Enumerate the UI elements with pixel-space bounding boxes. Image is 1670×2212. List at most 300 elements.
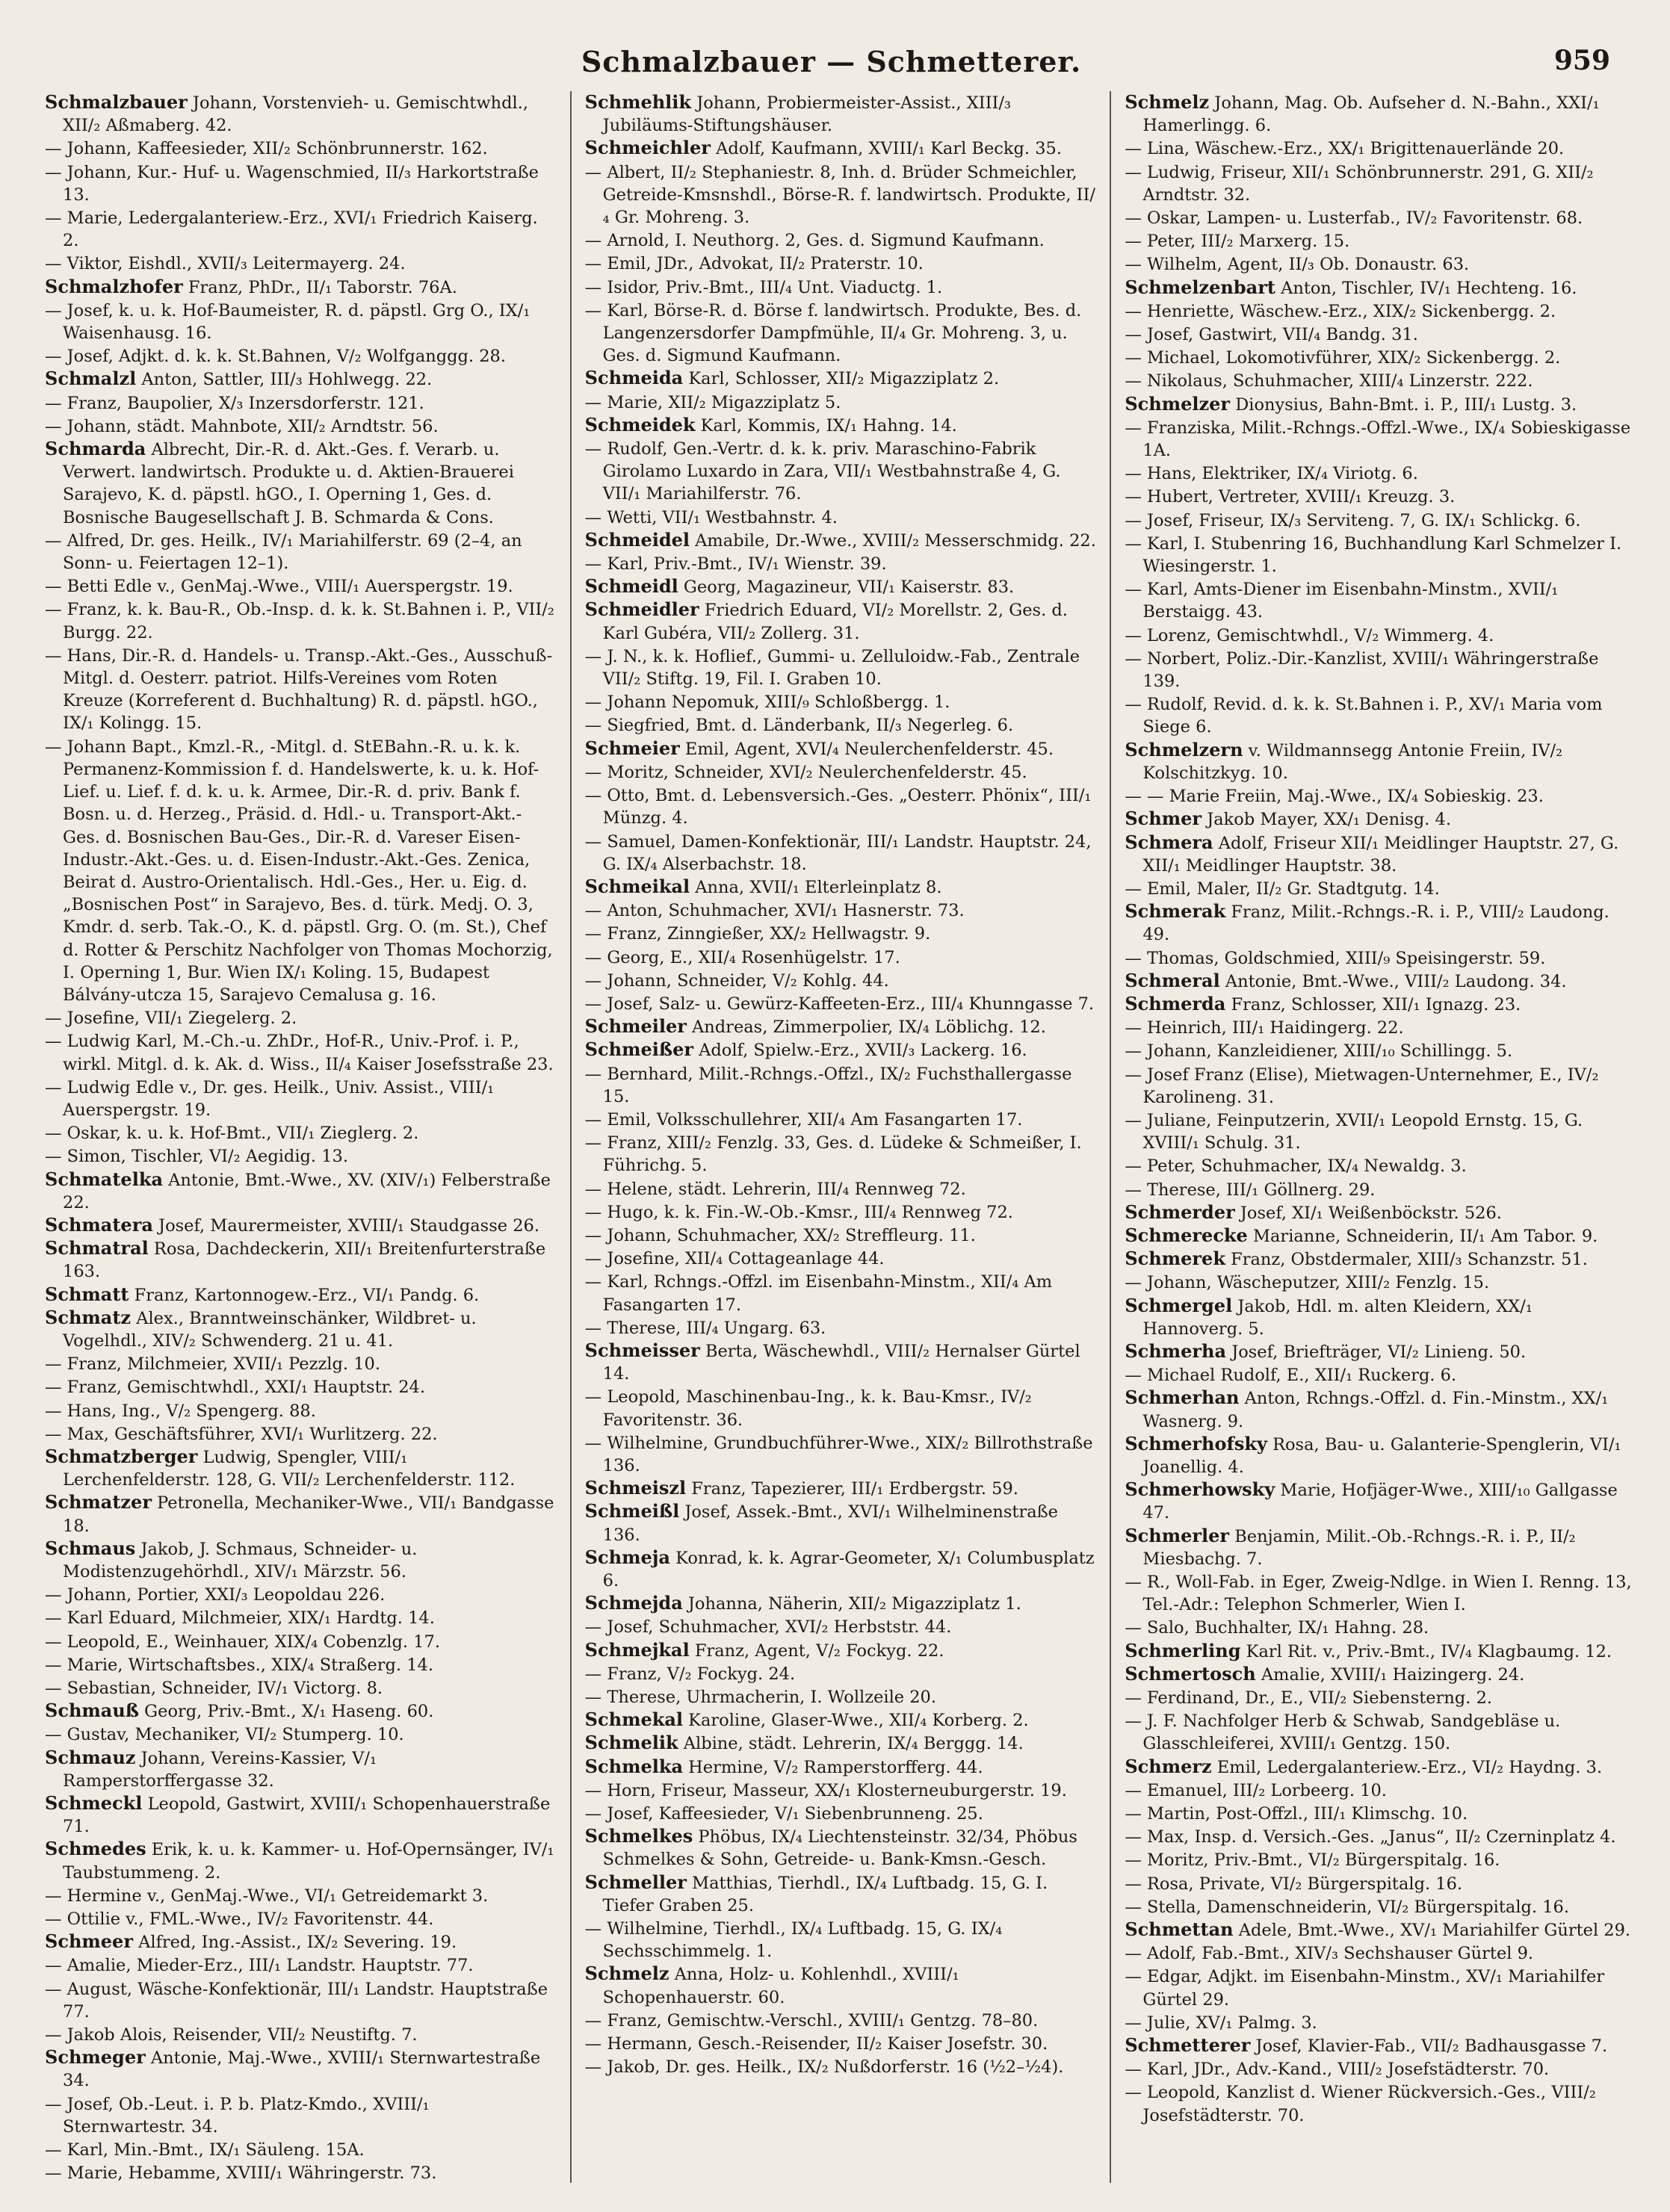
- directory-entry: [45, 1792, 557, 1838]
- entry-text: — Lina, Wäschew.-Erz., XX/₁ Brigittenauerlände 20.: [1125, 139, 1565, 159]
- directory-entry: [585, 506, 1097, 529]
- entry-text: Josef, XI/₁ Weißenböckstr. 526.: [1234, 1203, 1502, 1223]
- directory-entry: [1125, 693, 1636, 738]
- directory-entry: [585, 137, 1097, 160]
- entry-text: — Max, Geschäftsführer, XVI/₁ Wurlitzerg. 22.: [45, 1424, 438, 1444]
- entry-text: — Franz, k. k. Bau-R., Ob.-Insp. d. k. k. St.Bahnen i. P., VII/₂ Burgg. 22.: [45, 600, 554, 642]
- entry-surname: Schmeiszl: [584, 1477, 687, 1499]
- directory-entry: [1125, 161, 1636, 206]
- entry-text: — Siegfried, Bmt. d. Länderbank, II/₃ Negerleg. 6.: [584, 716, 1014, 736]
- directory-entry: [1125, 485, 1636, 508]
- entry-text: — Josefine, VII/₁ Ziegelerg. 2.: [45, 1009, 297, 1029]
- directory-entry: [585, 1015, 1097, 1038]
- directory-entry: [585, 1825, 1097, 1871]
- entry-surname: Schmelkes: [584, 1825, 693, 1847]
- entry-surname: Schmeidler: [584, 598, 699, 621]
- directory-entry: [45, 2161, 557, 2183]
- directory-entry: [585, 1477, 1097, 1500]
- directory-entry: [1125, 1248, 1636, 1271]
- entry-text: — Emil, Volksschullehrer, XII/₄ Am Fasangarten 17.: [584, 1109, 1023, 1130]
- entry-text: — Nikolaus, Schuhmacher, XIII/₄ Linzerstr. 222.: [1125, 371, 1533, 391]
- directory-entry: [585, 760, 1097, 784]
- directory-entry: [45, 1375, 557, 1398]
- entry-text: — Josef, Salz- u. Gewürz-Kaffeeten-Erz., III/₄ Khunngasse 7.: [584, 994, 1095, 1014]
- directory-entry: [45, 1029, 557, 1075]
- directory-entry: [585, 1708, 1097, 1732]
- directory-entry: [1125, 808, 1636, 831]
- entry-text: — Julie, XV/₁ Palmg. 3.: [1125, 2013, 1317, 2033]
- entry-surname: Schmeisser: [584, 1339, 700, 1361]
- entry-surname: Schmatelka: [45, 1168, 163, 1190]
- entry-text: — Franz, Baupolier, X/₃ Inzersdorferstr. 121.: [45, 393, 424, 413]
- entry-text: — Amalie, Mieder-Erz., III/₁ Landstr. Hauptstr. 77.: [45, 1956, 474, 1976]
- directory-entry: [585, 229, 1097, 252]
- directory-entry: [1125, 1663, 1636, 1686]
- entry-surname: Schmerhofsky: [1125, 1432, 1267, 1454]
- entry-surname: Schmeiler: [584, 1015, 687, 1038]
- entry-text: Adolf, Kaufmann, XVIII/₁ Karl Beckg. 35.: [710, 139, 1062, 159]
- entry-surname: Schmeger: [45, 2046, 146, 2069]
- entry-text: — Alfred, Dr. ges. Heilk., IV/₁ Mariahilferstr. 69 (2–4, an Sonn- u. Feiertagen 12–1).: [45, 530, 522, 574]
- entry-text: — Otto, Bmt. d. Lebensversich.-Ges. „Oesterr. Phönix“, III/₁ Münzg. 4.: [584, 786, 1092, 828]
- directory-entry: [585, 1802, 1097, 1825]
- entry-text: — Thomas, Goldschmied, XIII/₉ Speisingerstr. 59.: [1125, 948, 1546, 968]
- column-divider: [570, 91, 572, 2183]
- directory-entry: [1125, 416, 1636, 462]
- entry-text: — Franz, Gemischtw.-Verschl., XVIII/₁ Gentzg. 78–80.: [584, 2010, 1039, 2030]
- directory-entry: [1125, 369, 1636, 392]
- entry-surname: Schmehlik: [584, 91, 692, 113]
- entry-text: Friedrich Eduard, VI/₂ Morellstr. 2, Ges. d. Karl Gubéra, VII/₂ Zollerg. 31.: [602, 601, 1068, 643]
- entry-surname: Schmerek: [1125, 1248, 1225, 1270]
- entry-surname: Schmeller: [584, 1871, 687, 1893]
- entry-text: Antonie, Bmt.-Wwe., VIII/₂ Laudong. 34.: [1219, 971, 1567, 991]
- directory-entry: [1125, 393, 1636, 416]
- directory-entry: [45, 1491, 557, 1537]
- entry-surname: Schmedes: [45, 1838, 146, 1860]
- directory-entry: [585, 690, 1097, 713]
- entry-text: — Jakob Alois, Reisender, VII/₂ Neustiftg. 7.: [45, 2025, 418, 2045]
- entry-text: Johann, Probiermeister-Assist., XIII/₃ Jubiläums-Stiftungshäuser.: [602, 93, 1012, 136]
- directory-entry: [45, 2023, 557, 2046]
- entry-text: — Rudolf, Gen.-Vertr. d. k. k. priv. Maraschino-Fabrik Girolamo Luxardo in Zara, VII/₁ Westbahnstraße 4, G. VII/₁ Mariahilferstr. 76.: [584, 439, 1061, 504]
- directory-entry: [45, 161, 557, 206]
- directory-entry: [585, 1962, 1097, 2008]
- directory-entry: [1125, 900, 1636, 946]
- directory-entry: [585, 1917, 1097, 1962]
- directory-entry: [585, 1270, 1097, 1316]
- entry-text: Franz, Kartonnogew.-Erz., VI/₁ Pandg. 6.: [129, 1285, 480, 1305]
- entry-surname: Schmelz: [1125, 91, 1210, 113]
- entry-surname: Schmerder: [1125, 1201, 1235, 1223]
- entry-text: Alex., Branntweinschänker, Wildbret- u. Vogelhdl., XIV/₂ Schwenderg. 21 u. 41.: [63, 1308, 477, 1351]
- entry-text: — Hugo, k. k. Fin.-W.-Ob.-Kmsr., III/₄ Rennweg 72.: [584, 1202, 1013, 1222]
- entry-text: Adolf, Friseur XII/₁ Meidlinger Hauptstr. 27, G. XII/₁ Meidlinger Hauptstr. 38.: [1142, 833, 1619, 876]
- directory-entry: [1125, 1016, 1636, 1039]
- entry-text: — Rudolf, Revid. d. k. k. St.Bahnen i. P., XV/₁ Maria vom Siege 6.: [1125, 695, 1603, 737]
- entry-surname: Schmeja: [584, 1546, 670, 1568]
- entry-surname: Schmatz: [45, 1306, 132, 1328]
- directory-entry: [1125, 1848, 1636, 1871]
- entry-text: Anna, XVII/₁ Elterleinplatz 8.: [690, 877, 942, 897]
- directory-entry: [45, 1653, 557, 1676]
- entry-text: Johann, Mag. Ob. Aufseher d. N.-Bahn., XXI/₁ Hamerlingg. 6.: [1142, 93, 1600, 136]
- directory-entry: [585, 598, 1097, 644]
- directory-entry: [585, 1062, 1097, 1108]
- directory-entry: [1125, 1640, 1636, 1663]
- entry-text: — Johann, Schuhmacher, XX/₂ Streffleurg. 11.: [584, 1225, 976, 1245]
- entry-text: — Josef, Friseur, IX/₃ Serviteng. 7, G. IX/₁ Schlickg. 6.: [1125, 510, 1581, 530]
- directory-entry: [585, 575, 1097, 598]
- entry-text: — Therese, III/₁ Göllnerg. 29.: [1125, 1180, 1376, 1200]
- directory-entry: [45, 252, 557, 275]
- directory-entry: [585, 1756, 1097, 1779]
- entry-text: Adolf, Spielw.-Erz., XVII/₃ Lackerg. 16.: [693, 1041, 1027, 1061]
- directory-entry: [1125, 253, 1636, 276]
- entry-text: Franz, PhDr., II/₁ Taborstr. 76A.: [182, 277, 457, 297]
- entry-surname: Schmarda: [45, 438, 146, 460]
- entry-surname: Schmatera: [45, 1213, 153, 1236]
- directory-entry: [45, 2046, 557, 2092]
- directory-entry: [1125, 1756, 1636, 1779]
- entry-text: — Karl, Amts-Diener im Eisenbahn-Minstm., XVII/₁ Berstaigg. 43.: [1125, 580, 1559, 622]
- entry-text: — Josef, k. u. k. Hof-Baumeister, R. d. päpstl. Grg O., IX/₁ Waisenhausg. 16.: [45, 300, 531, 344]
- entry-text: — J. F. Nachfolger Herb & Schwab, Sandgebläse u. Glasschleiferei, XVIII/₁ Gentzg. 150.: [1125, 1711, 1561, 1754]
- entry-text: Rosa, Dachdeckerin, XII/₁ Breitenfurterstraße 163.: [63, 1239, 546, 1282]
- entry-surname: Schmeichler: [584, 137, 711, 159]
- directory-entry: [1125, 1942, 1636, 1965]
- entry-text: — Michael, Lokomotivführer, XIX/₂ Sickenbergg. 2.: [1125, 348, 1561, 368]
- directory-entry: [585, 899, 1097, 922]
- entry-text: — Franz, Gemischtwhdl., XXI/₁ Hauptstr. 24.: [45, 1378, 425, 1398]
- directory-entry: [585, 876, 1097, 899]
- directory-entry: [585, 645, 1097, 690]
- directory-entry: [1125, 1570, 1636, 1616]
- directory-entry: [45, 1214, 557, 1237]
- entry-surname: Schmeidl: [584, 575, 678, 598]
- entry-text: — Jakob, Dr. ges. Heilk., IX/₂ Nußdorferstr. 16 (½2–½4).: [584, 2057, 1064, 2078]
- directory-entry: [585, 1431, 1097, 1477]
- entry-text: — August, Wäsche-Konfektionär, III/₁ Landstr. Hauptstraße 77.: [45, 1979, 548, 2022]
- entry-text: — Ludwig Edle v., Dr. ges. Heilk., Univ. Assist., VIII/₁ Auerspergstr. 19.: [45, 1077, 495, 1120]
- column-left: [45, 91, 557, 2183]
- entry-surname: Schmerz: [1125, 1755, 1212, 1777]
- entry-text: — Johann, städt. Mahnbote, XII/₂ Arndtstr. 56.: [45, 416, 439, 436]
- directory-entry: [585, 437, 1097, 506]
- entry-surname: Schmeidel: [584, 528, 690, 551]
- directory-entry: [585, 1732, 1097, 1755]
- directory-entry: [585, 1038, 1097, 1062]
- directory-entry: [45, 206, 557, 252]
- directory-entry: [1125, 1872, 1636, 1895]
- directory-entry: [45, 1977, 557, 2023]
- directory-entry: [1125, 509, 1636, 532]
- entry-text: — Horn, Friseur, Masseur, XX/₁ Klosterneuburgerstr. 19.: [584, 1780, 1067, 1800]
- entry-text: — Johann, Kanzleidiener, XIII/₁₀ Schillingg. 5.: [1125, 1041, 1513, 1062]
- directory-entry: [585, 552, 1097, 575]
- directory-entry: [585, 713, 1097, 737]
- directory-entry: [585, 1779, 1097, 1802]
- entry-text: Anton, Tischler, IV/₁ Hechteng. 16.: [1275, 278, 1577, 298]
- directory-entry: [45, 1537, 557, 1583]
- entry-text: Amalie, XVIII/₁ Haizingerg. 24.: [1255, 1664, 1525, 1685]
- directory-entry: [1125, 300, 1636, 323]
- entry-surname: Schmelzenbart: [1125, 276, 1275, 298]
- entry-text: Ludwig, Spengler, VIII/₁ Lerchenfelderstr. 128, G. VII/₂ Lerchenfelderstr. 112.: [63, 1447, 516, 1490]
- directory-entry: [45, 598, 557, 643]
- entry-surname: Schmejda: [584, 1592, 683, 1614]
- directory-entry: [45, 1630, 557, 1653]
- entry-text: — Johann, Schneider, V/₂ Kohlg. 44.: [584, 970, 889, 991]
- directory-entry: [1125, 1709, 1636, 1755]
- directory-entry: [585, 276, 1097, 299]
- entry-surname: Schmelzer: [1125, 392, 1231, 415]
- directory-entry: [45, 2138, 557, 2161]
- entry-text: Petronella, Mechaniker-Wwe., VII/₁ Bandgasse 18.: [63, 1493, 554, 1536]
- entry-surname: Schmeida: [584, 367, 684, 389]
- directory-entry: [45, 276, 557, 299]
- entry-text: Johanna, Näherin, XII/₂ Migazziplatz 1.: [682, 1594, 1021, 1614]
- directory-entry: [1125, 1340, 1636, 1363]
- entry-text: — Karl, Börse-R. d. Börse f. landwirtsch. Produkte, Bes. d. Langenzersdorfer Dampfmühle, II/₄ Gr. Mohreng. 3, u. Ges. d. Sigmund Kaufmann.: [584, 300, 1082, 366]
- directory-entry: [45, 344, 557, 368]
- entry-text: — Josef, Adjkt. d. k. k. St.Bahnen, V/₂ Wolfganggg. 28.: [45, 347, 507, 367]
- directory-entry: [1125, 577, 1636, 623]
- entry-surname: Schmeer: [45, 1930, 133, 1953]
- directory-entry: [45, 391, 557, 415]
- column-middle: [585, 91, 1097, 2183]
- entry-text: Karl, Kommis, IX/₁ Hahng. 14.: [695, 415, 957, 436]
- entry-text: Karoline, Glaser-Wwe., XII/₄ Korberg. 2.: [683, 1711, 1029, 1731]
- directory-entry: [1125, 1825, 1636, 1848]
- directory-entry: [45, 574, 557, 598]
- entry-surname: Schmauß: [45, 1700, 140, 1722]
- directory-entry: [45, 2092, 557, 2138]
- entry-surname: Schmelka: [584, 1755, 684, 1777]
- directory-entry: [45, 1006, 557, 1029]
- entry-surname: Schmekal: [584, 1708, 684, 1731]
- entry-text: — Betti Edle v., GenMaj.-Wwe., VIII/₁ Auerspergstr. 19.: [45, 577, 513, 597]
- entry-text: — Ferdinand, Dr., E., VII/₂ Siebensterng. 2.: [1125, 1688, 1493, 1708]
- entry-surname: Schmertosch: [1125, 1662, 1256, 1685]
- directory-entry: [585, 969, 1097, 992]
- directory-entry: [585, 946, 1097, 969]
- entry-text: — Karl Eduard, Milchmeier, XIX/₁ Hardtg. 14.: [45, 1608, 435, 1629]
- entry-text: — Karl, Rchngs.-Offzl. im Eisenbahn-Minstm., XII/₄ Am Fasangarten 17.: [584, 1272, 1053, 1315]
- entry-surname: Schmatzer: [45, 1491, 152, 1514]
- directory-entry: [45, 1930, 557, 1954]
- entry-text: v. Wildmannsegg Antonie Freiin, IV/₂ Kolschitzkyg. 10.: [1142, 740, 1563, 783]
- entry-text: — Karl, I. Stubenring 16, Buchhandlung Karl Schmelzer I. Wiesingerstr. 1.: [1125, 533, 1622, 577]
- directory-entry: [1125, 1895, 1636, 1918]
- entry-text: Jakob, J. Schmaus, Schneider- u. Modistenzugehörhdl., XIV/₁ Märzstr. 56.: [63, 1539, 418, 1581]
- directory-entry: [1125, 2081, 1636, 2126]
- directory-entry: [45, 1399, 557, 1422]
- entry-surname: Schmalzhofer: [45, 275, 183, 297]
- directory-entry: [585, 1500, 1097, 1546]
- entry-text: — Wetti, VII/₁ Westbahnstr. 4.: [584, 507, 838, 527]
- directory-entry: [45, 299, 557, 344]
- entry-text: — Hans, Elektriker, IX/₄ Viriotg. 6.: [1125, 464, 1418, 484]
- directory-entry: [1125, 1271, 1636, 1294]
- entry-text: — Josefine, XII/₄ Cottageanlage 44.: [584, 1249, 885, 1269]
- directory-entry: [1125, 877, 1636, 900]
- entry-text: — Albert, II/₂ Stephaniestr. 8, Inh. d. Brüder Schmeichler, Getreide-Kmsnshdl., Börse-R. f. landwirtsch. Produkte, II/₄ Gr. Mohreng. 3.: [584, 162, 1095, 228]
- entry-text: — Lorenz, Gemischtwhdl., V/₂ Wimmerg. 4.: [1125, 625, 1494, 645]
- entry-text: — Marie, Wirtschaftsbes., XIX/₄ Straßerg. 14.: [45, 1655, 433, 1675]
- entry-text: Marianne, Schneiderin, II/₁ Am Tabor. 9.: [1247, 1226, 1598, 1246]
- directory-entry: [45, 1352, 557, 1375]
- entry-text: Marie, Hofjäger-Wwe., XIII/₁₀ Gallgasse 47.: [1142, 1481, 1618, 1523]
- entry-surname: Schmetterer: [1125, 2034, 1251, 2057]
- entry-text: — Ludwig, Friseur, XII/₁ Schönbrunnerstr. 291, G. XII/₂ Arndtstr. 32.: [1125, 162, 1594, 205]
- entry-text: — Marie, Hebamme, XVIII/₁ Währingerstr. 73.: [45, 2163, 437, 2183]
- directory-entry: [1125, 1295, 1636, 1340]
- directory-entry: [585, 2032, 1097, 2055]
- entry-text: — Hubert, Vertreter, XVIII/₁ Kreuzg. 3.: [1125, 487, 1456, 507]
- directory-entry: [1125, 1965, 1636, 2010]
- entry-text: Josef, Klavier-Fab., VII/₂ Badhausgasse 7.: [1250, 2036, 1608, 2057]
- entry-text: — Isidor, Priv.-Bmt., III/₄ Unt. Viaductg. 1.: [584, 277, 943, 297]
- entry-text: — Josef Franz (Elise), Mietwagen-Unternehmer, E., IV/₂ Karolineng. 31.: [1125, 1065, 1599, 1107]
- entry-text: — Simon, Tischler, VI/₂ Aegidig. 13.: [45, 1147, 349, 1167]
- directory-entry: [585, 1201, 1097, 1224]
- directory-entry: [1125, 831, 1636, 877]
- entry-text: Johann, Vereins-Kassier, V/₁ Ramperstorffergasse 32.: [63, 1748, 377, 1791]
- entry-text: — Ottilie v., FML.-Wwe., IV/₂ Favoritenstr. 44.: [45, 1909, 434, 1930]
- directory-entry: [585, 922, 1097, 945]
- directory-entry: [1125, 647, 1636, 693]
- entry-text: Hermine, V/₂ Ramperstorfferg. 44.: [683, 1757, 983, 1777]
- directory-entry: [1125, 1686, 1636, 1709]
- entry-surname: Schmeißl: [584, 1500, 680, 1522]
- column-divider: [1110, 91, 1111, 2183]
- entry-text: Franz, Schlosser, XII/₁ Ignazg. 23.: [1225, 994, 1521, 1014]
- directory-entry: [45, 1723, 557, 1746]
- directory-entry: [45, 1237, 557, 1283]
- entry-text: — Karl, JDr., Adv.-Kand., VIII/₂ Josefstädterstr. 70.: [1125, 2060, 1550, 2080]
- directory-entry: [1125, 1525, 1636, 1570]
- directory-entry: [45, 644, 557, 735]
- directory-entry: [585, 1615, 1097, 1638]
- entry-text: — Josef, Kaffeesieder, V/₁ Siebenbrunneng. 25.: [584, 1804, 983, 1824]
- directory-entry: [585, 414, 1097, 437]
- entry-text: Karl, Schlosser, XII/₂ Migazziplatz 2.: [683, 369, 1000, 389]
- entry-text: — Hermine v., GenMaj.-Wwe., VI/₁ Getreidemarkt 3.: [45, 1886, 489, 1906]
- entry-surname: Schmeier: [584, 737, 680, 759]
- directory-entry: [45, 735, 557, 1006]
- directory-entry: [45, 1307, 557, 1352]
- entry-text: Phöbus, IX/₄ Liechtensteinstr. 32/34, Phöbus Schmelkes & Sohn, Getreide- u. Bank-Kmsn.-Gesch.: [602, 1827, 1077, 1870]
- entry-text: — Marie, XII/₂ Migazziplatz 5.: [584, 392, 841, 412]
- entry-surname: Schmerecke: [1125, 1224, 1248, 1246]
- entry-text: Albine, städt. Lehrerin, IX/₄ Berggg. 14.: [678, 1734, 1024, 1754]
- directory-entry: [585, 2055, 1097, 2078]
- entry-text: — Wilhelm, Agent, II/₃ Ob. Donaustr. 63.: [1125, 255, 1470, 275]
- directory-entry: [1125, 206, 1636, 229]
- entry-text: Antonie, Maj.-Wwe., XVIII/₁ Sternwartestraße 34.: [63, 2048, 541, 2091]
- entry-surname: Schmatt: [45, 1283, 129, 1305]
- entry-text: — Sebastian, Schneider, IV/₁ Victorg. 8.: [45, 1679, 383, 1699]
- entry-text: Erik, k. u. k. Kammer- u. Hof-Opernsänger, IV/₁ Taubstummeng. 2.: [63, 1840, 554, 1883]
- entry-text: — Josef, Ob.-Leut. i. P. b. Platz-Kmdo., XVIII/₁ Sternwartestr. 34.: [45, 2094, 430, 2137]
- directory-entry: [1125, 1802, 1636, 1825]
- entry-text: — — Marie Freiin, Maj.-Wwe., IX/₄ Sobieskig. 23.: [1125, 787, 1544, 807]
- entry-text: — Johann Bapt., Kmzl.-R., -Mitgl. d. StEBahn.-R. u. k. k. Permanenz-Kommission f. d. Handelswerte, k. u. k. Hof-Lief. u. Lief. f. d. k. u. k. Armee, Dir.-R. d. priv. Bank f. Bosn. u. d. Herzeg., Präsid. d. Hdl.- u. Transport-Akt.-Ges. d. Bosnischen Bau-Ges., Dir.-R. d. Vareser Eisen-Industr.-Akt.-Ges. u. d. Eisen-Industr.-Akt.-Ges. Zenica, Beirat d. Austro-Orientalisch. Hdl.-Ges., Her. u. Eig. d. „Bosnischen Post“ in Sarajevo, Bes. d. türk. Medj. O. 3, Kmdr. d. serb. Tak.-O., K. d. päpstl. Grg. O. (m. St.), Chef d. Rotter & Perschitz Nachfolger von Thomas Mochorzig, I. Operning 1, Bur. Wien IX/₁ Koling. 15, Budapest Bálvány-utcza 15, Sarajevo Cemalusa g. 16.: [45, 737, 553, 1005]
- entry-surname: Schmelz: [584, 1962, 669, 1985]
- entry-surname: Schmergel: [1125, 1294, 1233, 1316]
- directory-entry: [45, 1954, 557, 1977]
- entry-text: — Norbert, Poliz.-Dir.-Kanzlist, XVIII/₁ Währingerstraße 139.: [1125, 648, 1599, 692]
- entry-surname: Schmauz: [45, 1746, 136, 1768]
- entry-text: — Emanuel, III/₂ Lorbeerg. 10.: [1125, 1780, 1387, 1800]
- entry-text: — Wilhelmine, Grundbuchführer-Wwe., XIX/₂ Billrothstraße 136.: [584, 1433, 1093, 1475]
- entry-text: — Leopold, Maschinenbau-Ing., k. k. Bau-Kmsr., IV/₂ Favoritenstr. 36.: [584, 1387, 1032, 1430]
- directory-entry: [45, 1884, 557, 1907]
- entry-surname: Schmalzbauer: [45, 91, 188, 113]
- entry-text: — Anton, Schuhmacher, XVI/₁ Hasnerstr. 73.: [584, 901, 965, 921]
- directory-entry: [585, 1662, 1097, 1685]
- directory-entry: [1125, 1154, 1636, 1177]
- entry-text: — Franz, Zinngießer, XX/₂ Hellwagstr. 9.: [584, 924, 931, 944]
- directory-entry: [45, 137, 557, 160]
- entry-surname: Schmettan: [1125, 1918, 1234, 1941]
- directory-entry: [45, 438, 557, 529]
- entry-surname: Schmeißer: [584, 1038, 693, 1061]
- entry-text: Franz, Tapezierer, III/₁ Erdbergstr. 59.: [686, 1479, 1018, 1499]
- directory-entry: [1125, 1387, 1636, 1432]
- directory-entry: [585, 1546, 1097, 1592]
- entry-surname: Schmerak: [1125, 900, 1226, 923]
- entry-text: — Emil, Maler, II/₂ Gr. Stadtgutg. 14.: [1125, 879, 1440, 899]
- entry-surname: Schmer: [1125, 808, 1202, 830]
- directory-entry: [585, 1871, 1097, 1917]
- page-header: [52, 39, 1610, 84]
- entry-text: — Viktor, Eishdl., XVII/₃ Leitermayerg. 24.: [45, 254, 406, 274]
- entry-text: — Johann, Wäscheputzer, XIII/₂ Fenzlg. 15.: [1125, 1273, 1490, 1293]
- entry-text: — Peter, III/₂ Marxerg. 15.: [1125, 232, 1350, 252]
- entry-text: — Hans, Ing., V/₂ Spengerg. 88.: [45, 1401, 316, 1421]
- entry-text: Jakob, Hdl. m. alten Kleidern, XX/₁ Hannoverg. 5.: [1142, 1296, 1533, 1339]
- directory-entry: [585, 1592, 1097, 1615]
- entry-text: — Michael Rudolf, E., XII/₁ Ruckerg. 6.: [1125, 1366, 1457, 1386]
- entry-text: — Georg, E., XII/₄ Rosenhügelstr. 17.: [584, 947, 900, 967]
- entry-text: — Josef, Gastwirt, VII/₄ Bandg. 31.: [1125, 325, 1418, 345]
- directory-entry: [45, 1283, 557, 1307]
- entry-text: — Johann Nepomuk, XIII/₉ Schloßbergg. 1.: [584, 693, 950, 713]
- page-number: 959: [1553, 45, 1610, 76]
- entry-text: Albrecht, Dir.-R. d. Akt.-Ges. f. Verarb. u. Verwert. landwirtsch. Produkte u. d. Aktien-Brauerei Sarajevo, K. d. päpstl. hGO., I. Operning 1, Ges. d. Bosnische Baugesellschaft J. B. Schmarda & Cons.: [63, 440, 514, 527]
- entry-surname: Schmeral: [1125, 969, 1220, 991]
- column-right: [1125, 91, 1636, 2183]
- directory-entry: [585, 992, 1097, 1015]
- entry-text: Jakob Mayer, XX/₁ Denisg. 4.: [1202, 810, 1451, 830]
- directory-entry: [1125, 276, 1636, 300]
- entry-text: Karl Rit. v., Priv.-Bmt., IV/₄ Klagbaumg. 12.: [1240, 1641, 1612, 1661]
- directory-entry: [585, 1108, 1097, 1131]
- directory-entry: [585, 91, 1097, 137]
- entry-surname: Schmerhan: [1125, 1387, 1240, 1409]
- entry-text: — Martin, Post-Offzl., III/₁ Klimschg. 10.: [1125, 1804, 1468, 1824]
- directory-entry: [1125, 229, 1636, 253]
- entry-text: — Oskar, k. u. k. Hof-Bmt., VII/₁ Zieglerg. 2.: [45, 1124, 419, 1144]
- directory-entry: [45, 1907, 557, 1930]
- entry-text: — Therese, Uhrmacherin, I. Wollzeile 20.: [584, 1688, 937, 1708]
- entry-text: — Johann, Portier, XXI/₃ Leopoldau 226.: [45, 1585, 386, 1605]
- entry-text: — Stella, Damenschneiderin, VI/₂ Bürgerspitalg. 16.: [1125, 1897, 1570, 1917]
- entry-text: — Therese, III/₄ Ungarg. 63.: [584, 1318, 826, 1338]
- directory-columns: [45, 91, 1636, 2183]
